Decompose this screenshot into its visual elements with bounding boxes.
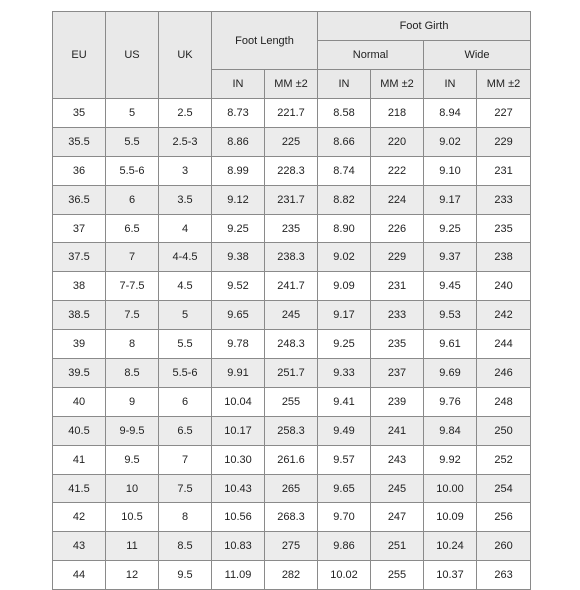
header-foot-girth: Foot Girth: [318, 12, 531, 41]
cell-wide-mm: 238: [477, 243, 531, 272]
cell-eu: 36: [53, 156, 106, 185]
cell-us: 6.5: [106, 214, 159, 243]
cell-normal-in: 9.49: [318, 416, 371, 445]
table-row: [53, 474, 531, 503]
cell-normal-in: 9.33: [318, 359, 371, 388]
cell-uk: 6: [159, 387, 212, 416]
cell-wide-in: 9.37: [424, 243, 477, 272]
cell-wide-in: 9.92: [424, 445, 477, 474]
cell-eu: 35.5: [53, 127, 106, 156]
cell-normal-mm: 235: [371, 330, 424, 359]
cell-uk: 3: [159, 156, 212, 185]
header-wide: Wide: [424, 41, 531, 70]
cell-length-in: 9.25: [212, 214, 265, 243]
cell-wide-mm: 263: [477, 561, 531, 590]
table-row: [53, 243, 531, 272]
cell-length-mm: 248.3: [265, 330, 318, 359]
cell-us: 9-9.5: [106, 416, 159, 445]
cell-normal-in: 9.25: [318, 330, 371, 359]
cell-wide-in: 9.84: [424, 416, 477, 445]
header-us: US: [106, 12, 159, 99]
cell-normal-in: 8.66: [318, 127, 371, 156]
table-row: [53, 503, 531, 532]
cell-uk: 7: [159, 445, 212, 474]
header-normal: Normal: [318, 41, 424, 70]
cell-wide-mm: 248: [477, 387, 531, 416]
cell-length-mm: 265: [265, 474, 318, 503]
header-wide-in: IN: [424, 70, 477, 99]
cell-uk: 3.5: [159, 185, 212, 214]
cell-us: 7.5: [106, 301, 159, 330]
cell-length-mm: 261.6: [265, 445, 318, 474]
header-length-mm: MM ±2: [265, 70, 318, 99]
cell-length-in: 8.86: [212, 127, 265, 156]
cell-normal-in: 9.70: [318, 503, 371, 532]
cell-wide-in: 9.53: [424, 301, 477, 330]
cell-wide-mm: 231: [477, 156, 531, 185]
cell-wide-in: 8.94: [424, 99, 477, 128]
cell-wide-mm: 229: [477, 127, 531, 156]
size-chart-table: [52, 11, 531, 590]
table-row: [53, 214, 531, 243]
cell-normal-in: 8.90: [318, 214, 371, 243]
cell-length-mm: 255: [265, 387, 318, 416]
cell-length-mm: 275: [265, 532, 318, 561]
cell-uk: 4.5: [159, 272, 212, 301]
cell-us: 7-7.5: [106, 272, 159, 301]
cell-normal-in: 8.82: [318, 185, 371, 214]
cell-eu: 41: [53, 445, 106, 474]
header-normal-mm: MM ±2: [371, 70, 424, 99]
cell-wide-in: 9.69: [424, 359, 477, 388]
table-row: [53, 445, 531, 474]
cell-wide-mm: 260: [477, 532, 531, 561]
cell-normal-in: 9.17: [318, 301, 371, 330]
cell-eu: 35: [53, 99, 106, 128]
table-row: [53, 387, 531, 416]
cell-length-in: 10.43: [212, 474, 265, 503]
cell-length-in: 10.56: [212, 503, 265, 532]
cell-normal-mm: 222: [371, 156, 424, 185]
cell-wide-mm: 240: [477, 272, 531, 301]
cell-normal-mm: 218: [371, 99, 424, 128]
cell-uk: 8.5: [159, 532, 212, 561]
cell-normal-mm: 241: [371, 416, 424, 445]
header-row-1: [53, 12, 531, 41]
cell-eu: 38: [53, 272, 106, 301]
cell-length-mm: 225: [265, 127, 318, 156]
header-eu: EU: [53, 12, 106, 99]
cell-us: 5: [106, 99, 159, 128]
cell-normal-mm: 251: [371, 532, 424, 561]
cell-length-mm: 235: [265, 214, 318, 243]
cell-normal-mm: 247: [371, 503, 424, 532]
cell-normal-mm: 224: [371, 185, 424, 214]
cell-length-in: 10.83: [212, 532, 265, 561]
header-length-in: IN: [212, 70, 265, 99]
cell-length-in: 9.12: [212, 185, 265, 214]
cell-us: 10: [106, 474, 159, 503]
cell-uk: 8: [159, 503, 212, 532]
cell-wide-in: 9.76: [424, 387, 477, 416]
cell-wide-mm: 254: [477, 474, 531, 503]
cell-length-mm: 241.7: [265, 272, 318, 301]
cell-length-mm: 221.7: [265, 99, 318, 128]
cell-us: 8.5: [106, 359, 159, 388]
cell-uk: 5: [159, 301, 212, 330]
table-row: [53, 301, 531, 330]
cell-us: 11: [106, 532, 159, 561]
cell-length-mm: 282: [265, 561, 318, 590]
cell-us: 6: [106, 185, 159, 214]
header-uk: UK: [159, 12, 212, 99]
cell-length-mm: 258.3: [265, 416, 318, 445]
cell-length-in: 10.17: [212, 416, 265, 445]
cell-length-in: 8.99: [212, 156, 265, 185]
cell-us: 8: [106, 330, 159, 359]
cell-length-mm: 231.7: [265, 185, 318, 214]
cell-length-in: 11.09: [212, 561, 265, 590]
cell-uk: 5.5: [159, 330, 212, 359]
cell-us: 7: [106, 243, 159, 272]
cell-us: 5.5: [106, 127, 159, 156]
cell-length-in: 9.65: [212, 301, 265, 330]
cell-normal-in: 9.65: [318, 474, 371, 503]
cell-eu: 36.5: [53, 185, 106, 214]
cell-us: 9: [106, 387, 159, 416]
cell-us: 9.5: [106, 445, 159, 474]
table-row: [53, 185, 531, 214]
size-chart: [52, 11, 531, 590]
cell-eu: 39: [53, 330, 106, 359]
cell-wide-mm: 242: [477, 301, 531, 330]
cell-eu: 44: [53, 561, 106, 590]
table-row: [53, 127, 531, 156]
cell-length-in: 8.73: [212, 99, 265, 128]
table-row: [53, 99, 531, 128]
cell-eu: 43: [53, 532, 106, 561]
cell-eu: 40: [53, 387, 106, 416]
cell-wide-mm: 233: [477, 185, 531, 214]
cell-normal-mm: 233: [371, 301, 424, 330]
cell-normal-in: 8.74: [318, 156, 371, 185]
cell-us: 12: [106, 561, 159, 590]
cell-normal-mm: 255: [371, 561, 424, 590]
cell-wide-mm: 252: [477, 445, 531, 474]
cell-normal-in: 8.58: [318, 99, 371, 128]
cell-normal-mm: 220: [371, 127, 424, 156]
cell-normal-mm: 245: [371, 474, 424, 503]
cell-normal-mm: 229: [371, 243, 424, 272]
cell-wide-in: 9.17: [424, 185, 477, 214]
cell-normal-in: 9.57: [318, 445, 371, 474]
cell-us: 10.5: [106, 503, 159, 532]
size-chart-body: [53, 99, 531, 590]
table-row: [53, 330, 531, 359]
cell-eu: 40.5: [53, 416, 106, 445]
cell-normal-in: 9.09: [318, 272, 371, 301]
cell-uk: 4: [159, 214, 212, 243]
cell-length-mm: 245: [265, 301, 318, 330]
header-wide-mm: MM ±2: [477, 70, 531, 99]
cell-us: 5.5-6: [106, 156, 159, 185]
cell-wide-in: 9.61: [424, 330, 477, 359]
cell-length-mm: 228.3: [265, 156, 318, 185]
cell-wide-in: 10.00: [424, 474, 477, 503]
cell-wide-in: 9.10: [424, 156, 477, 185]
cell-eu: 37: [53, 214, 106, 243]
cell-eu: 42: [53, 503, 106, 532]
table-row: [53, 561, 531, 590]
table-row: [53, 359, 531, 388]
cell-uk: 7.5: [159, 474, 212, 503]
cell-normal-in: 10.02: [318, 561, 371, 590]
cell-wide-in: 10.37: [424, 561, 477, 590]
cell-normal-mm: 243: [371, 445, 424, 474]
cell-normal-in: 9.86: [318, 532, 371, 561]
cell-wide-in: 9.45: [424, 272, 477, 301]
cell-normal-in: 9.41: [318, 387, 371, 416]
cell-normal-mm: 239: [371, 387, 424, 416]
table-row: [53, 156, 531, 185]
cell-uk: 9.5: [159, 561, 212, 590]
cell-eu: 41.5: [53, 474, 106, 503]
cell-eu: 38.5: [53, 301, 106, 330]
cell-length-mm: 238.3: [265, 243, 318, 272]
cell-length-in: 9.52: [212, 272, 265, 301]
cell-uk: 2.5-3: [159, 127, 212, 156]
cell-wide-mm: 244: [477, 330, 531, 359]
cell-wide-mm: 256: [477, 503, 531, 532]
cell-wide-mm: 246: [477, 359, 531, 388]
cell-length-in: 10.30: [212, 445, 265, 474]
cell-length-in: 9.78: [212, 330, 265, 359]
cell-length-mm: 268.3: [265, 503, 318, 532]
header-normal-in: IN: [318, 70, 371, 99]
cell-length-in: 9.38: [212, 243, 265, 272]
table-row: [53, 416, 531, 445]
cell-uk: 6.5: [159, 416, 212, 445]
cell-length-mm: 251.7: [265, 359, 318, 388]
cell-wide-in: 10.09: [424, 503, 477, 532]
cell-eu: 39.5: [53, 359, 106, 388]
cell-normal-mm: 226: [371, 214, 424, 243]
cell-wide-in: 10.24: [424, 532, 477, 561]
cell-normal-mm: 237: [371, 359, 424, 388]
header-foot-length: Foot Length: [212, 12, 318, 70]
cell-uk: 5.5-6: [159, 359, 212, 388]
cell-wide-mm: 227: [477, 99, 531, 128]
cell-wide-mm: 250: [477, 416, 531, 445]
cell-length-in: 10.04: [212, 387, 265, 416]
cell-length-in: 9.91: [212, 359, 265, 388]
cell-wide-in: 9.02: [424, 127, 477, 156]
cell-uk: 2.5: [159, 99, 212, 128]
cell-wide-mm: 235: [477, 214, 531, 243]
cell-normal-in: 9.02: [318, 243, 371, 272]
cell-normal-mm: 231: [371, 272, 424, 301]
cell-uk: 4-4.5: [159, 243, 212, 272]
cell-eu: 37.5: [53, 243, 106, 272]
table-row: [53, 532, 531, 561]
cell-wide-in: 9.25: [424, 214, 477, 243]
table-row: [53, 272, 531, 301]
